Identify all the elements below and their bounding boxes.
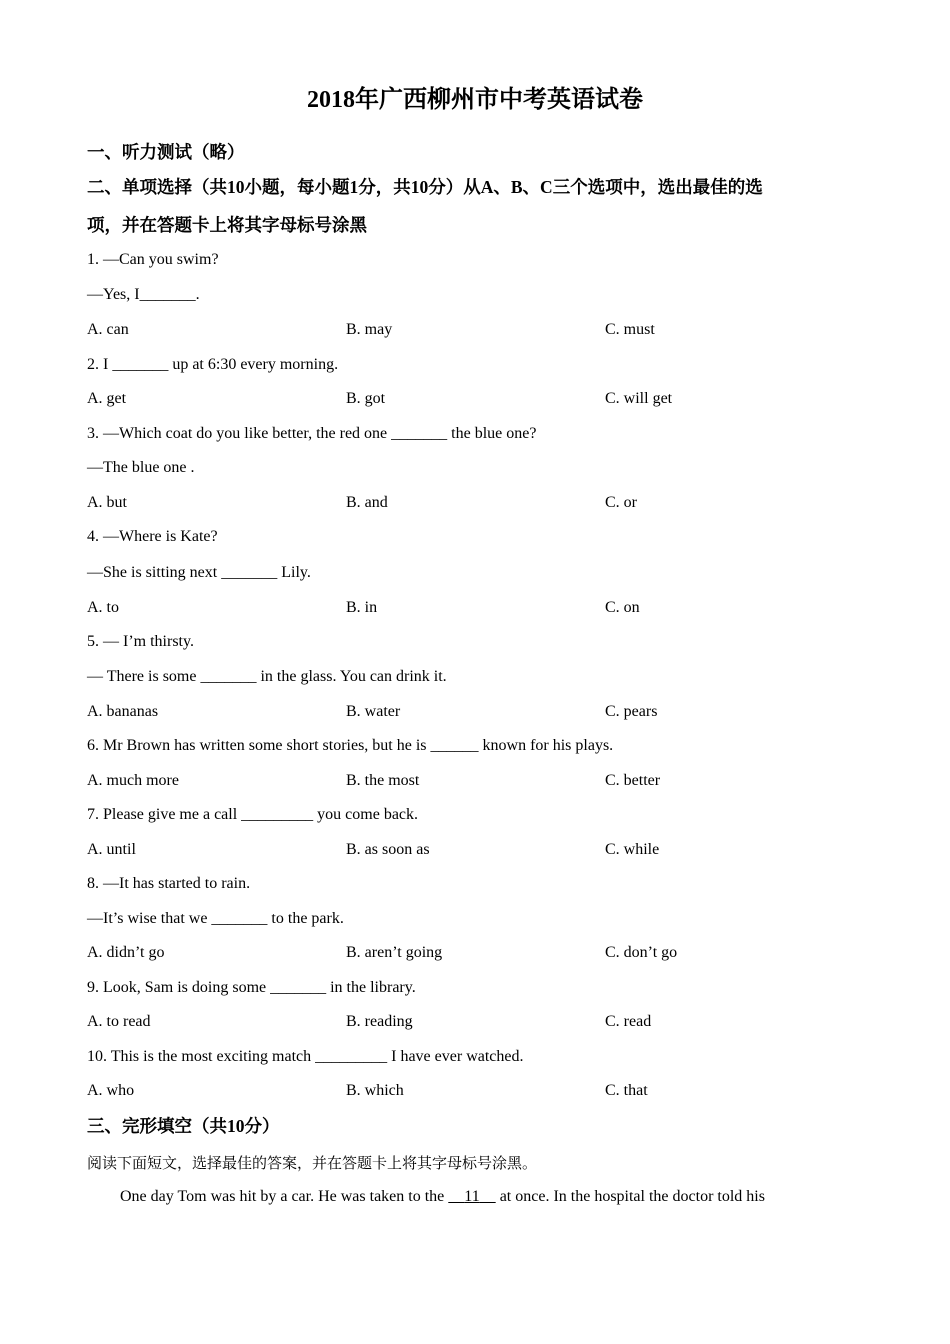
question-1-option-c[interactable]: C. must	[605, 321, 655, 338]
question-9-option-c[interactable]: C. read	[605, 1013, 652, 1030]
question-1-options	[87, 318, 867, 342]
passage-blank-number: 11	[464, 1188, 480, 1205]
question-10-option-a[interactable]: A. who	[87, 1082, 135, 1099]
question-4-line-1: 4. —Where is Kate?	[87, 528, 218, 545]
question-5-option-a[interactable]: A. bananas	[87, 703, 159, 720]
question-2-line-1: 2. I _______ up at 6:30 every morning.	[87, 356, 339, 373]
question-6-option-c[interactable]: C. better	[605, 772, 661, 789]
question-7-line-1: 7. Please give me a call _________ you come back.	[87, 806, 419, 823]
question-2-options	[87, 387, 867, 411]
question-4-option-b[interactable]: B. in	[346, 599, 378, 616]
question-2-option-b[interactable]: B. got	[346, 390, 386, 407]
section-2-heading-line1: 二、单项选择（共10小题，每小题1分，共10分）从A、B、C三个选项中，选出最佳的选	[87, 177, 763, 197]
question-8-option-b[interactable]: B. aren’t going	[346, 944, 443, 961]
question-10-option-b[interactable]: B. which	[346, 1082, 404, 1099]
passage-text-start: One day Tom was hit by a car. He was taken to the	[120, 1188, 445, 1205]
passage-text-end: at once. In the hospital the doctor told his	[499, 1188, 765, 1205]
question-6-options	[87, 769, 867, 793]
question-4-option-c[interactable]: C. on	[605, 599, 640, 616]
question-9-option-a[interactable]: A. to read	[87, 1013, 151, 1030]
question-5-line-1: 5. — I’m thirsty.	[87, 633, 194, 650]
question-4-options	[87, 596, 867, 620]
question-1-option-b[interactable]: B. may	[346, 321, 393, 338]
question-8-line-2: —It’s wise that we _______ to the park.	[87, 910, 344, 927]
question-7-option-a[interactable]: A. until	[87, 841, 136, 858]
question-2-option-c[interactable]: C. will get	[605, 390, 673, 407]
question-6-line-1: 6. Mr Brown has written some short stories, but he is ______ known for his plays.	[87, 737, 614, 754]
question-5-option-c[interactable]: C. pears	[605, 703, 658, 720]
question-1-line-1: 1. —Can you swim?	[87, 251, 219, 268]
question-5-option-b[interactable]: B. water	[346, 703, 401, 720]
section-3-instruction: 阅读下面短文，选择最佳的答案，并在答题卡上将其字母标号涂黑。	[87, 1154, 538, 1172]
question-9-option-b[interactable]: B. reading	[346, 1013, 413, 1030]
question-2-option-a[interactable]: A. get	[87, 390, 127, 407]
question-7-options	[87, 838, 867, 862]
question-9-line-1: 9. Look, Sam is doing some _______ in the library.	[87, 979, 416, 996]
passage-blank-11[interactable]	[448, 1188, 495, 1205]
section-3-heading: 三、完形填空（共10分）	[87, 1116, 280, 1136]
question-8-options	[87, 941, 867, 965]
question-3-option-a[interactable]: A. but	[87, 494, 127, 511]
question-10-option-c[interactable]: C. that	[605, 1082, 648, 1099]
question-8-option-a[interactable]: A. didn’t go	[87, 944, 165, 961]
question-5-line-2: — There is some _______ in the glass. You can drink it.	[87, 668, 447, 685]
question-4-option-a[interactable]: A. to	[87, 599, 119, 616]
question-8-line-1: 8. —It has started to rain.	[87, 875, 251, 892]
question-1-option-a[interactable]: A. can	[87, 321, 129, 338]
question-3-option-b[interactable]: B. and	[346, 494, 388, 511]
question-7-option-c[interactable]: C. while	[605, 841, 660, 858]
question-9-options	[87, 1010, 867, 1034]
question-6-option-b[interactable]: B. the most	[346, 772, 420, 789]
passage-line-1	[120, 1185, 900, 1209]
question-3-line-1: 3. —Which coat do you like better, the red one _______ the blue one?	[87, 425, 537, 442]
section-1-heading: 一、听力测试（略）	[87, 142, 245, 162]
question-10-line-1: 10. This is the most exciting match _________ I have ever watched.	[87, 1048, 524, 1065]
question-5-options	[87, 700, 867, 724]
question-4-line-2: —She is sitting next _______ Lily.	[87, 564, 311, 581]
question-3-line-2: —The blue one .	[87, 459, 195, 476]
question-3-options	[87, 491, 867, 515]
page-title: 2018年广西柳州市中考英语试卷	[307, 87, 643, 113]
question-6-option-a[interactable]: A. much more	[87, 772, 179, 789]
question-7-option-b[interactable]: B. as soon as	[346, 841, 430, 858]
question-8-option-c[interactable]: C. don’t go	[605, 944, 678, 961]
section-2-heading-line2: 项，并在答题卡上将其字母标号涂黑	[87, 215, 367, 235]
question-3-option-c[interactable]: C. or	[605, 494, 637, 511]
question-10-options	[87, 1079, 867, 1103]
question-1-line-2: —Yes, I_______.	[87, 286, 200, 303]
